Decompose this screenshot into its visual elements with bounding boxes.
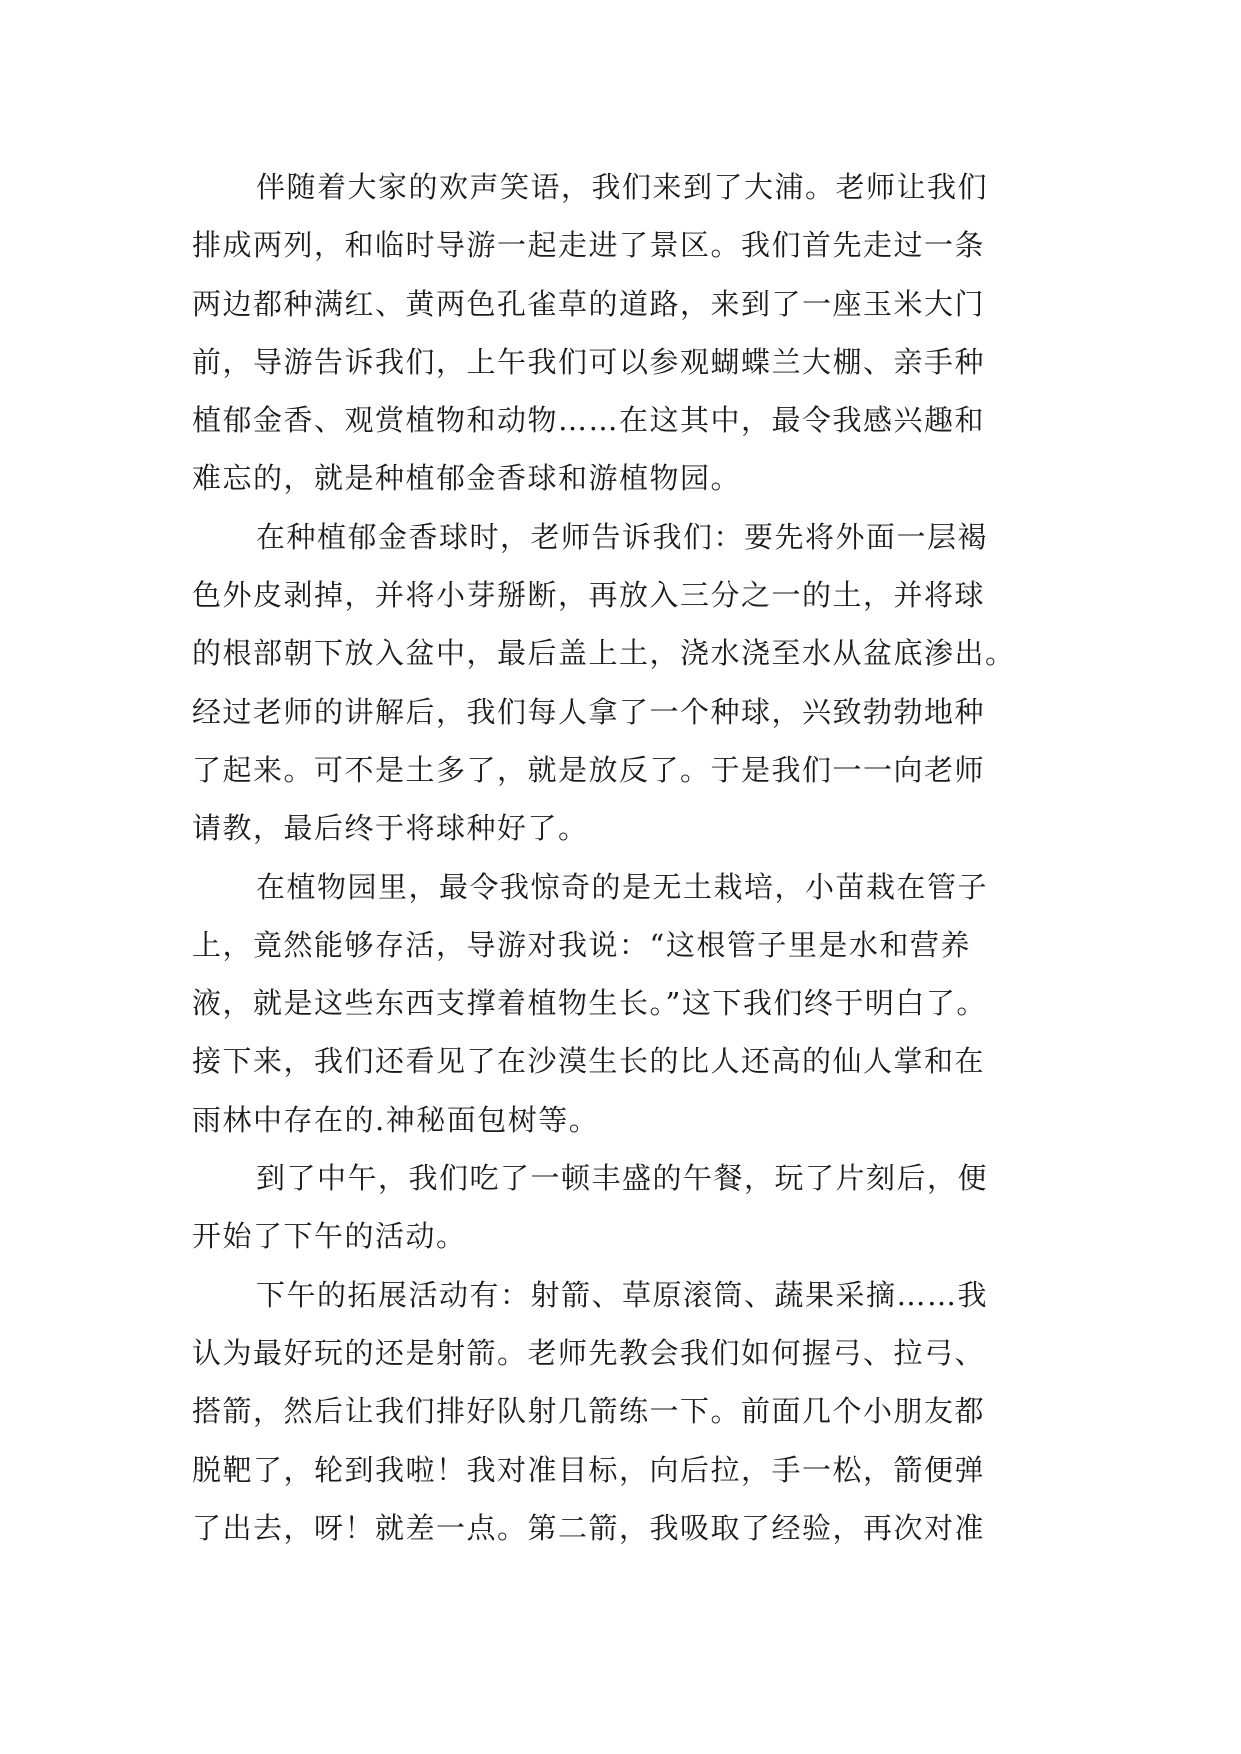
text-line: 伴随着大家的欢声笑语，我们来到了大浦。老师让我们 xyxy=(256,170,989,204)
text-line: 接下来，我们还看见了在沙漠生长的比人还高的仙人掌和在 xyxy=(192,1044,986,1079)
text-line: 的根部朝下放入盆中，最后盖上土，浇水浇至水从盆底渗出。 xyxy=(192,636,1016,671)
text-line: 上，竟然能够存活，导游对我说：“这根管子里是水和营养 xyxy=(192,927,971,962)
text-line: 液，就是这些东西支撑着植物生长。”这下我们终于明白了。 xyxy=(192,986,987,1021)
text-line: 色外皮剥掉，并将小芽掰断，再放入三分之一的土，并将球 xyxy=(192,578,986,613)
text-line: 下午的拓展活动有：射箭、草原滚筒、蔬果采摘……我 xyxy=(256,1277,989,1312)
text-line: 两边都种满红、黄两色孔雀草的道路，来到了一座玉米大门 xyxy=(192,286,986,321)
text-line: 在植物园里，最令我惊奇的是无土栽培，小苗栽在管子 xyxy=(256,869,989,904)
text-line: 难忘的，就是种植郁金香球和游植物园。 xyxy=(192,461,742,496)
text-line: 了出去，呀！就差一点。第二箭，我吸取了经验，再次对准 xyxy=(192,1510,986,1545)
essay-body xyxy=(192,158,1052,1557)
text-line: 认为最好玩的还是射箭。老师先教会我们如何握弓、拉弓、 xyxy=(192,1335,986,1370)
text-line: 在种植郁金香球时，老师告诉我们：要先将外面一层褐 xyxy=(256,519,989,554)
text-line: 到了中午，我们吃了一顿丰盛的午餐，玩了片刻后，便 xyxy=(256,1161,989,1196)
text-line: 排成两列，和临时导游一起走进了景区。我们首先走过一条 xyxy=(192,228,986,263)
text-line: 搭箭，然后让我们排好队射几箭练一下。前面几个小朋友都 xyxy=(192,1394,986,1429)
text-line: 了起来。可不是土多了，就是放反了。于是我们一一向老师 xyxy=(192,752,986,787)
text-line: 开始了下午的活动。 xyxy=(192,1219,467,1254)
text-line: 脱靶了，轮到我啦！我对准目标，向后拉，手一松，箭便弹 xyxy=(192,1452,986,1487)
text-line: 前，导游告诉我们，上午我们可以参观蝴蝶兰大棚、亲手种 xyxy=(192,344,986,379)
text-line: 请教，最后终于将球种好了。 xyxy=(192,811,589,846)
text-line: 经过老师的讲解后，我们每人拿了一个种球，兴致勃勃地种 xyxy=(192,694,986,729)
text-line: 植郁金香、观赏植物和动物……在这其中，最令我感兴趣和 xyxy=(192,403,986,438)
text-line: 雨林中存在的.神秘面包树等。 xyxy=(192,1102,600,1137)
